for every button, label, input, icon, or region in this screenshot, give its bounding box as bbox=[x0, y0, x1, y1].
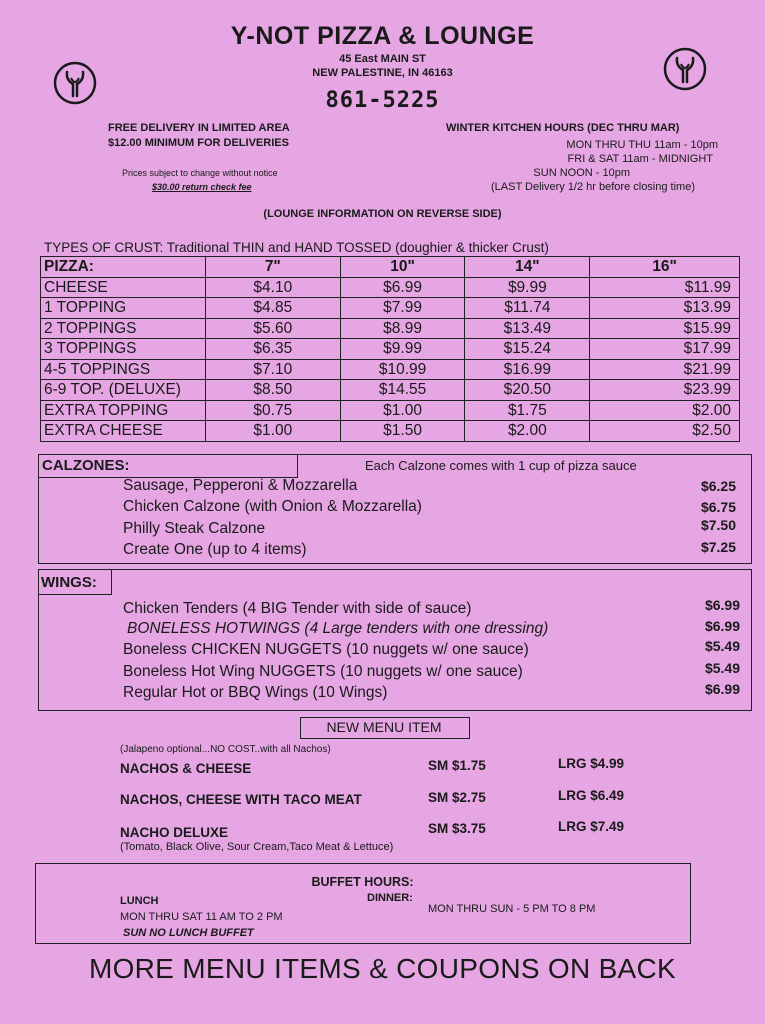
size-header: 10" bbox=[340, 257, 465, 278]
pizza-price: $20.50 bbox=[465, 380, 590, 401]
crust-types-note: TYPES OF CRUST: Traditional THIN and HAND TOSSED (doughier & thicker Crust) bbox=[44, 240, 549, 255]
kitchen-hours-line: SUN NOON - 10pm bbox=[533, 167, 630, 179]
jalapeno-note: (Jalapeno optional...NO COST..with all Nachos) bbox=[120, 744, 331, 755]
wings-item-price: $5.49 bbox=[704, 660, 740, 676]
size-header: 16" bbox=[590, 257, 740, 278]
pizza-item-name: 3 TOPPINGS bbox=[41, 339, 206, 360]
wings-item-name: Boneless Hot Wing NUGGETS (10 nuggets w/ one sauce) bbox=[123, 663, 523, 680]
pizza-price: $15.24 bbox=[465, 339, 590, 360]
buffet-lunch-label: LUNCH bbox=[120, 895, 159, 907]
table-row bbox=[41, 298, 740, 319]
pizza-item-name: 4-5 TOPPINGS bbox=[41, 359, 206, 380]
delivery-minimum-note: $12.00 MINIMUM FOR DELIVERIES bbox=[108, 137, 289, 149]
table-row bbox=[41, 421, 740, 442]
calzone-item-price: $7.25 bbox=[700, 539, 736, 555]
table-row bbox=[41, 359, 740, 380]
pizza-price: $1.75 bbox=[465, 400, 590, 421]
kitchen-hours-line: FRI & SAT 11am - MIDNIGHT bbox=[567, 153, 713, 165]
pizza-header-row bbox=[41, 257, 740, 278]
pizza-item-name: 2 TOPPINGS bbox=[41, 318, 206, 339]
table-row bbox=[41, 318, 740, 339]
pizza-heading: PIZZA: bbox=[41, 257, 206, 278]
pizza-price: $13.99 bbox=[590, 298, 740, 319]
pizza-price: $4.10 bbox=[205, 277, 340, 298]
size-header: 7" bbox=[205, 257, 340, 278]
calzone-sauce-note: Each Calzone comes with 1 cup of pizza sauce bbox=[365, 458, 637, 473]
wings-item-name: Regular Hot or BBQ Wings (10 Wings) bbox=[123, 684, 388, 701]
pizza-item-name: 1 TOPPING bbox=[41, 298, 206, 319]
pizza-price: $21.99 bbox=[590, 359, 740, 380]
nacho-item-name: NACHOS & CHEESE bbox=[120, 761, 252, 776]
pizza-item-name: EXTRA CHEESE bbox=[41, 421, 206, 442]
pizza-price: $11.99 bbox=[590, 277, 740, 298]
pizza-price: $9.99 bbox=[340, 339, 465, 360]
pizza-price: $1.00 bbox=[340, 400, 465, 421]
nacho-small-price: SM $2.75 bbox=[428, 790, 486, 805]
buffet-lunch-hours: MON THRU SAT 11 AM TO 2 PM bbox=[120, 911, 283, 923]
pizza-price: $14.55 bbox=[340, 380, 465, 401]
free-delivery-note: FREE DELIVERY IN LIMITED AREA bbox=[108, 122, 290, 134]
wings-item-price: $6.99 bbox=[704, 597, 740, 613]
nacho-large-price: LRG $6.49 bbox=[558, 788, 625, 803]
footer-note: MORE MENU ITEMS & COUPONS ON BACK bbox=[88, 953, 677, 984]
wings-item-price: $6.99 bbox=[704, 681, 740, 697]
calzones-heading: CALZONES: bbox=[42, 457, 130, 474]
kitchen-hours-line: MON THRU THU 11am - 10pm bbox=[566, 139, 718, 151]
prices-change-note: Prices subject to change without notice bbox=[122, 168, 278, 178]
nacho-item-name: NACHO DELUXE bbox=[120, 825, 229, 840]
lounge-info-note: (LOUNGE INFORMATION ON REVERSE SIDE) bbox=[263, 208, 502, 220]
pizza-item-name: EXTRA TOPPING bbox=[41, 400, 206, 421]
calzone-item-name: Philly Steak Calzone bbox=[123, 520, 266, 537]
wings-item-price: $5.49 bbox=[704, 638, 740, 654]
table-row bbox=[41, 339, 740, 360]
table-row bbox=[41, 400, 740, 421]
pizza-price: $4.85 bbox=[205, 298, 340, 319]
pizza-item-name: 6-9 TOP. (DELUXE) bbox=[41, 380, 206, 401]
table-row bbox=[41, 277, 740, 298]
pizza-price: $10.99 bbox=[340, 359, 465, 380]
nacho-large-price: LRG $7.49 bbox=[558, 819, 625, 834]
calzone-item-price: $7.50 bbox=[700, 517, 736, 533]
wings-item-name: BONELESS HOTWINGS (4 Large tenders with one dressing) bbox=[127, 620, 549, 637]
y-not-logo-icon bbox=[52, 60, 98, 106]
pizza-price: $6.35 bbox=[205, 339, 340, 360]
pizza-price: $7.10 bbox=[205, 359, 340, 380]
pizza-item-name: CHEESE bbox=[41, 277, 206, 298]
wings-item-price: $6.99 bbox=[704, 618, 740, 634]
pizza-price: $9.99 bbox=[465, 277, 590, 298]
address-line-1: 45 East MAIN ST bbox=[339, 53, 426, 65]
pizza-price: $13.49 bbox=[465, 318, 590, 339]
buffet-hours-title: BUFFET HOURS: bbox=[311, 875, 414, 889]
pizza-price: $8.50 bbox=[205, 380, 340, 401]
kitchen-hours-title: WINTER KITCHEN HOURS (DEC THRU MAR) bbox=[446, 122, 680, 134]
pizza-price: $23.99 bbox=[590, 380, 740, 401]
pizza-price: $16.99 bbox=[465, 359, 590, 380]
pizza-price: $15.99 bbox=[590, 318, 740, 339]
pizza-price: $8.99 bbox=[340, 318, 465, 339]
pizza-price: $5.60 bbox=[205, 318, 340, 339]
nacho-deluxe-note: (Tomato, Black Olive, Sour Cream,Taco Meat & Lettuce) bbox=[120, 841, 394, 853]
address-line-2: NEW PALESTINE, IN 46163 bbox=[312, 67, 453, 79]
nacho-small-price: SM $3.75 bbox=[428, 821, 486, 836]
last-delivery-note: (LAST Delivery 1/2 hr before closing time) bbox=[491, 181, 695, 193]
table-row bbox=[41, 380, 740, 401]
pizza-price: $1.00 bbox=[205, 421, 340, 442]
buffet-sunday-note: SUN NO LUNCH BUFFET bbox=[123, 927, 254, 939]
calzone-item-price: $6.25 bbox=[700, 478, 736, 494]
nacho-large-price: LRG $4.99 bbox=[558, 756, 625, 771]
pizza-price: $1.50 bbox=[340, 421, 465, 442]
y-not-logo-icon bbox=[662, 46, 708, 92]
pizza-price-table bbox=[40, 256, 740, 442]
pizza-price: $2.50 bbox=[590, 421, 740, 442]
buffet-dinner-label: DINNER: bbox=[367, 892, 413, 904]
buffet-dinner-hours: MON THRU SUN - 5 PM TO 8 PM bbox=[428, 903, 596, 915]
nacho-item-name: NACHOS, CHEESE WITH TACO MEAT bbox=[120, 792, 362, 807]
calzone-item-name: Create One (up to 4 items) bbox=[123, 541, 307, 558]
phone-number: 861-5225 bbox=[325, 88, 440, 113]
pizza-price: $11.74 bbox=[465, 298, 590, 319]
pizza-price: $0.75 bbox=[205, 400, 340, 421]
pizza-price: $17.99 bbox=[590, 339, 740, 360]
wings-heading: WINGS: bbox=[41, 574, 97, 591]
calzone-item-price: $6.75 bbox=[700, 499, 736, 515]
calzone-item-name: Sausage, Pepperoni & Mozzarella bbox=[123, 477, 358, 494]
wings-item-name: Boneless CHICKEN NUGGETS (10 nuggets w/ one sauce) bbox=[123, 641, 529, 658]
nacho-small-price: SM $1.75 bbox=[428, 758, 486, 773]
return-check-fee: $30.00 return check fee bbox=[152, 182, 252, 192]
restaurant-title: Y-NOT PIZZA & LOUNGE bbox=[230, 22, 535, 50]
new-menu-item-heading: NEW MENU ITEM bbox=[326, 719, 442, 735]
pizza-price: $2.00 bbox=[590, 400, 740, 421]
wings-item-name: Chicken Tenders (4 BIG Tender with side of sauce) bbox=[123, 600, 472, 617]
pizza-price: $6.99 bbox=[340, 277, 465, 298]
calzone-item-name: Chicken Calzone (with Onion & Mozzarella) bbox=[123, 498, 422, 515]
pizza-price: $7.99 bbox=[340, 298, 465, 319]
size-header: 14" bbox=[465, 257, 590, 278]
pizza-price: $2.00 bbox=[465, 421, 590, 442]
